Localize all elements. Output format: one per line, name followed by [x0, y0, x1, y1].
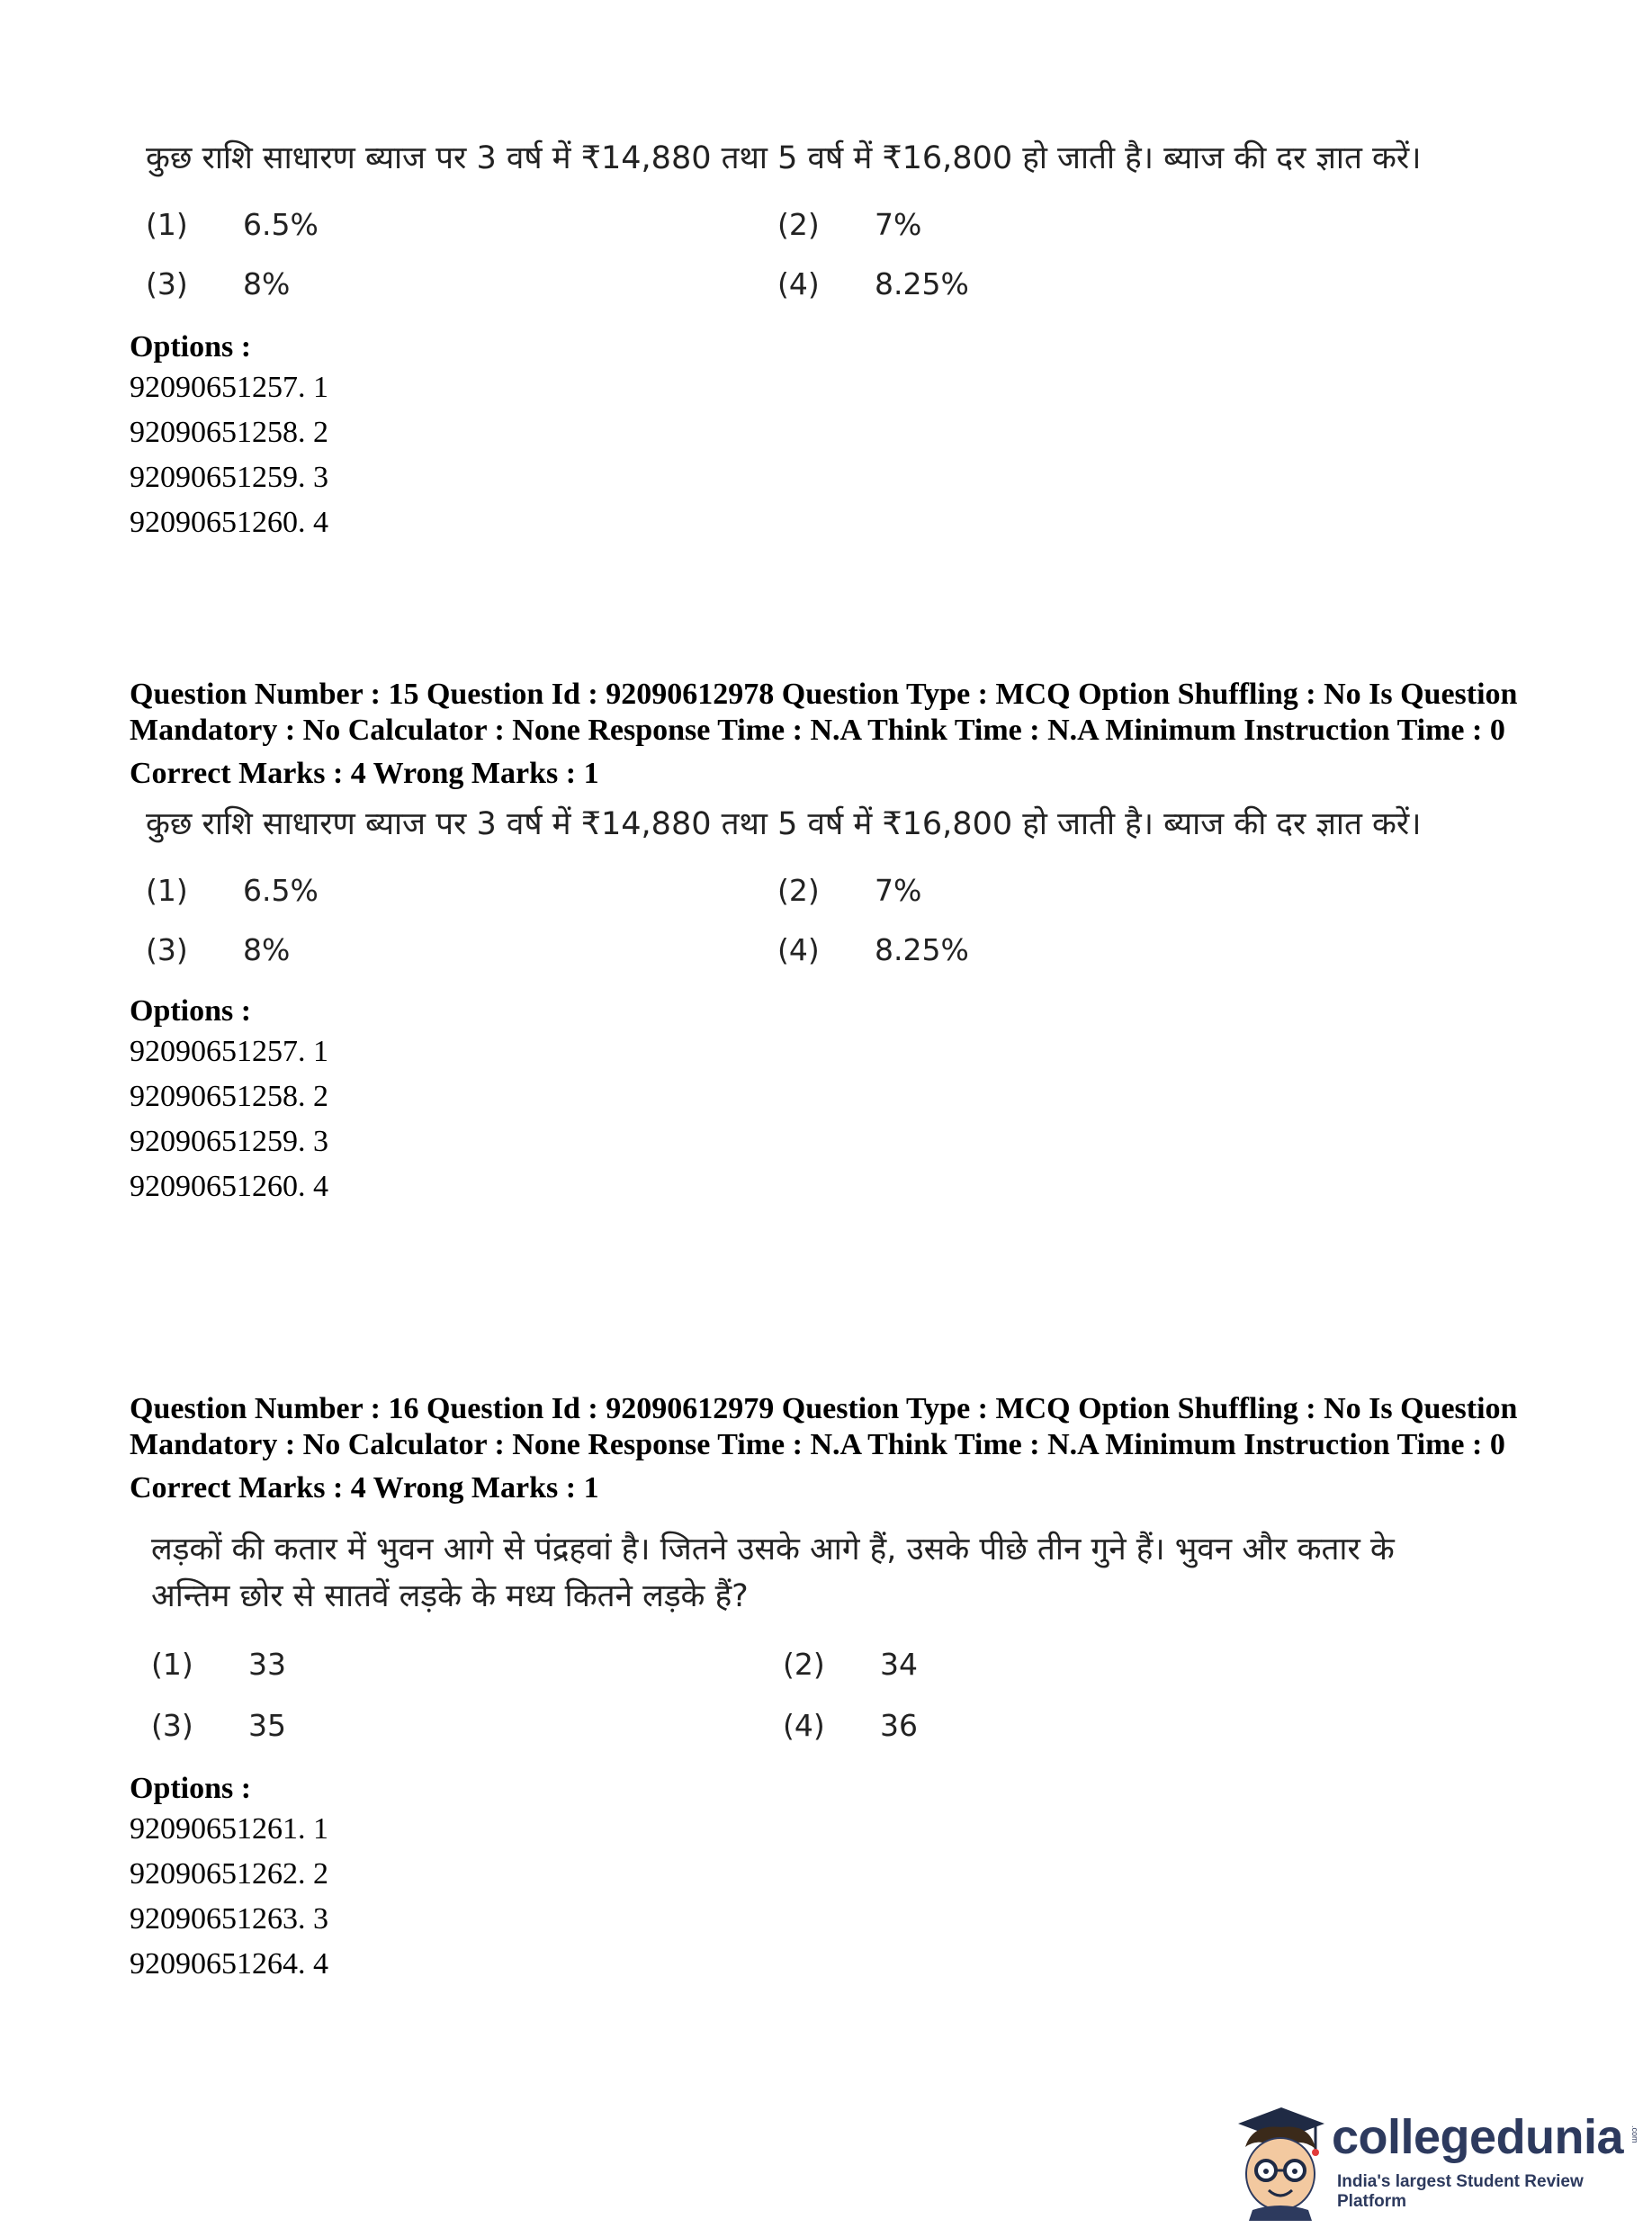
- question-text: कुछ राशि साधारण ब्याज पर 3 वर्ष में ₹14,880 तथा 5 वर्ष में ₹16,800 हो जाती है। ब्याज की दर ज्ञात करें।: [146, 806, 1422, 842]
- choice-grid: [146, 207, 1405, 333]
- question-15: [130, 677, 1533, 1209]
- question-text: कुछ राशि साधारण ब्याज पर 3 वर्ष में ₹14,880 तथा 5 वर्ष में ₹16,800 हो जाती है। ब्याज की दर ज्ञात करें।: [146, 140, 1422, 176]
- choice-4: (4) 8.25%: [777, 932, 969, 967]
- choice-1: (1) 6.5%: [146, 873, 319, 908]
- options-label: Options :: [130, 1772, 252, 1805]
- choice-2: (2) 7%: [777, 873, 922, 908]
- option-id: 92090651264. 4: [130, 1947, 328, 1981]
- option-id: 92090651260. 4: [130, 506, 328, 539]
- question-14-body: [130, 135, 1533, 545]
- option-id-list: [130, 1029, 1533, 1209]
- question-meta: Question Number : 15 Question Id : 92090612978 Question Type : MCQ Option Shuffling : No Is Question Mandatory : No Calculator : None Response Time : N.A Think Time : N.A Minimum Instruction Time : 0: [130, 678, 1518, 747]
- choice-3: (3) 8%: [146, 266, 291, 301]
- option-id: 92090651258. 2: [130, 416, 328, 449]
- option-id-list: [130, 365, 1533, 545]
- question-text: लड़कों की कतार में भुवन आगे से पंद्रहवां है। जितने उसके आगे हैं, उसके पीछे तीन गुने हैं। भुवन और कतार के अन्तिम छोर से सातवें लड़के के मध्य कितने लड़के हैं?: [151, 1532, 1395, 1614]
- option-id: 92090651263. 3: [130, 1902, 328, 1936]
- choice-1: (1) 6.5%: [146, 207, 319, 242]
- collegedunia-logo: [1226, 2104, 1639, 2221]
- question-meta: Question Number : 16 Question Id : 92090612979 Question Type : MCQ Option Shuffling : No Is Question Mandatory : No Calculator : None Response Time : N.A Think Time : N.A Minimum Instruction Time : 0: [130, 1392, 1518, 1461]
- choice-grid: [146, 873, 1405, 999]
- option-id: 92090651259. 3: [130, 1125, 328, 1158]
- choice-3: (3) 35: [151, 1708, 286, 1743]
- options-label: Options :: [130, 994, 252, 1028]
- choice-2: (2) 7%: [777, 207, 922, 242]
- logo-wordmark: collegedunia: [1332, 2110, 1624, 2164]
- option-id: 92090651261. 1: [130, 1812, 328, 1846]
- choice-4: (4) 36: [783, 1708, 918, 1743]
- option-id: 92090651262. 2: [130, 1857, 328, 1891]
- question-marks: Correct Marks : 4 Wrong Marks : 1: [130, 757, 599, 790]
- option-id-list: [130, 1807, 1533, 1987]
- choice-3: (3) 8%: [146, 932, 291, 967]
- option-id: 92090651260. 4: [130, 1170, 328, 1203]
- choice-4: (4) 8.25%: [777, 266, 969, 301]
- question-marks: Correct Marks : 4 Wrong Marks : 1: [130, 1471, 599, 1505]
- mascot-icon: [1226, 2104, 1332, 2221]
- option-id: 92090651258. 2: [130, 1080, 328, 1113]
- logo-tagline: India's largest Student Review Platform: [1337, 2172, 1584, 2211]
- option-id: 92090651257. 1: [130, 371, 328, 404]
- option-id: 92090651257. 1: [130, 1035, 328, 1068]
- question-16: [130, 1391, 1533, 1987]
- choice-grid: [151, 1647, 1411, 1773]
- option-id: 92090651259. 3: [130, 461, 328, 494]
- choice-2: (2) 34: [783, 1647, 918, 1682]
- logo-domain-suffix: .com: [1630, 2125, 1639, 2143]
- choice-1: (1) 33: [151, 1647, 286, 1682]
- options-label: Options :: [130, 330, 252, 364]
